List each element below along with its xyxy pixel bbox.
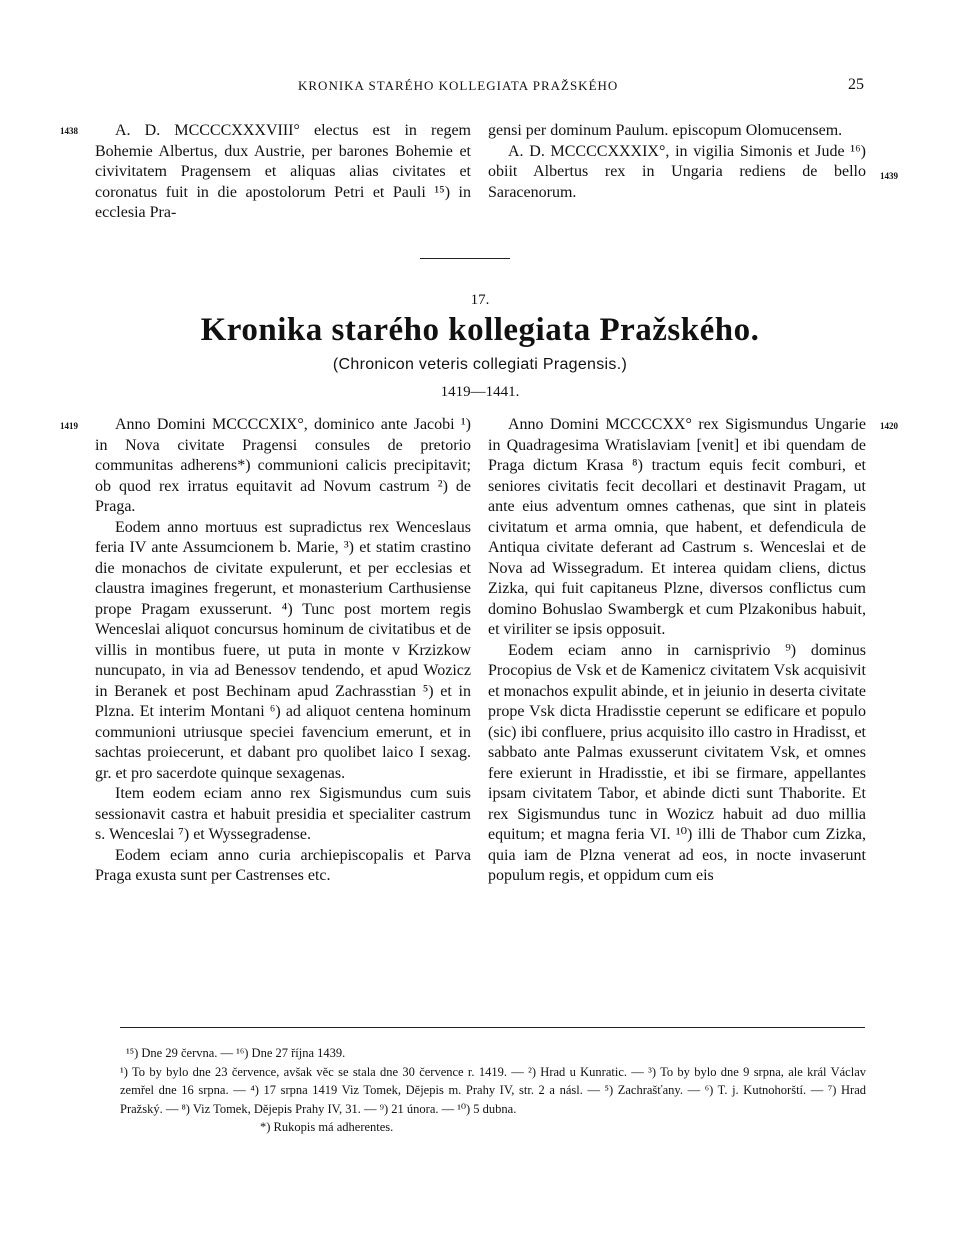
footnote-star: *) Rukopis má adherentes. (260, 1120, 394, 1134)
chapter-title: Kronika starého kollegiata Pražského. (200, 312, 760, 348)
top-right-paragraph-2: A. D. MCCCCXXXIX°, in vigilia Simonis et Jude ¹⁶) obiit Albertus rex in Ungaria rediens de bello Saracenorum. (488, 142, 866, 201)
margin-year-1438: 1438 (60, 126, 78, 136)
top-left-column (95, 121, 471, 224)
chapter-years: 1419—1441. (440, 384, 520, 400)
margin-year-1439: 1439 (880, 171, 898, 181)
margin-year-1419: 1419 (60, 421, 78, 431)
chapter-subtitle: (Chronicon veteris collegiati Pragensis.) (332, 356, 628, 373)
top-right-column (488, 121, 866, 203)
body-paragraph: Anno Domini MCCCCXIX°, dominico ante Jacobi ¹) in Nova civitate Pragensi consules de pretorio communitas adherens*) communioni calicis precipitavit; ob quod rex irratus equitavit ad Novum castrum ²) de Praga. (95, 416, 471, 515)
footnote-top: ¹⁵) Dne 29 června. — ¹⁶) Dne 27 října 1439. (126, 1046, 346, 1060)
top-right-paragraph-1: gensi per dominum Paulum. episcopum Olomucensem. (488, 122, 843, 139)
body-paragraph: Eodem eciam anno curia archiepiscopalis et Parva Praga exusta sunt per Castrenses etc. (95, 846, 471, 884)
margin-year-1420: 1420 (880, 421, 898, 431)
footnote-main: ¹) To by bylo dne 23 července, avšak věc se stala dne 30 července r. 1419. — ²) Hrad u Kunratic. — ³) To by bylo dne 9 srpna, ale král Václav zemřel dne 16 srpna. — ⁴) 17 srpna 1419 Viz Tomek, Dějepis m. Prahy IV, str. 2 a násl. — ⁵) Zachrašťany. — ⁶) T. j. Kutnohorští. — ⁷) Hrad Pražský. — ⁸) Viz Tomek, Dějepis Prahy IV, 31. — ⁹) 21 února. — ¹⁰) 5 dubna. (120, 1064, 866, 1116)
running-head: KRONIKA STARÉHO KOLLEGIATA PRAŽSKÉHO (298, 78, 619, 93)
body-paragraph: Anno Domini MCCCCXX° rex Sigismundus Ungarie in Quadragesima Wratislaviam [venit] et ibi quendam de Praga dictum Krasa ⁸) tractum equis fecit comburi, et seniores civitatis fecit decollari et destinavit Pragam, ut ante eius adventum omnes cathenas, que sint in plateis civitatum et arma omnia, que habent, et defendicula de Antiqua civitate deferant ad Castrum s. Wenceslai et de Nova ad Wissegradum. Et interea quidam cliens, dictus Zizka, qui fuit capitaneus Plzne, diversos conflictus cum domino Bohuslao Swambergk et cum Plzakonibus habuit, et viriliter se ipsis opposuit. (488, 416, 866, 638)
chapter-number: 17. (470, 292, 490, 308)
top-left-paragraph: A. D. MCCCCXXXVIII° electus est in regem Bohemie Albertus, dux Austrie, per barones Bohemie et civivitatem Pragensem et aliquas alias civitates et coronatus fuit in die apostolorum Petri et Pauli ¹⁵) in ecclesia Pra- (95, 122, 471, 221)
body-paragraph: Eodem anno mortuus est supradictus rex Wenceslaus feria IV ante Assumcionem b. Marie, ³) et statim crastino die monachos de civitate expulerunt, et per ecclesias et claustra imagines fregerunt, et monasterium Carthusiense prope Pragam exusserunt. ⁴) Tunc post mortem regis Wenceslai aliquot concursus hominum de civitatibus et de villis in montibus fuere, ut puta in monte v Krzizkow nuncupato, in via ad Benessov tendendo, et apud Wozicz in Beranek et post Bechinam apud Zachrasstian ⁵) et in Plzna. Et interim Montani ⁶) ad aliquot centena hominum communioni utriusque speciei favencium emerunt, et in sachtas proiecerunt, et dabant pro quolibet laico I sexag. gr. et pro sacerdote quinque sexagenas. (95, 518, 471, 782)
body-right-column (488, 415, 866, 887)
section-divider (420, 258, 510, 259)
body-paragraph: Eodem eciam anno in carnisprivio ⁹) dominus Procopius de Vsk et de Kamenicz civitatem Vsk acquisivit et monachos expulit abinde, et in jeiunio in deserta civitate prope Vsk dicta Hradisstie ceperunt se edificare et populo (sic) ibi confluere, prius acquisito illo castro in Hradisst, et sabbato ante Palmas exusserunt civitatem Vsk, et omnes fere exierunt in Hradisstie, et ibi se firmare, appellantes ipsam civitatem Tabor, et abinde dicti sunt Thaborite. Et rex Sigismundus tunc in Wozicz habuit ad duo millia equitum; et magna feria VI. ¹⁰) illi de Thabor cum Zizka, quia iam de Plzna venerat ad eos, in nocte invaserunt populum regis, et oppidum cum eis (488, 641, 866, 884)
page-number: 25 (848, 76, 864, 93)
footnote-divider (120, 1027, 865, 1028)
footnotes (120, 1044, 866, 1137)
body-left-column (95, 415, 471, 887)
body-paragraph: Item eodem eciam anno rex Sigismundus cum suis sessionavit castra et habuit presidia et specialiter castrum s. Wenceslai ⁷) et Wyssegradense. (95, 785, 471, 843)
